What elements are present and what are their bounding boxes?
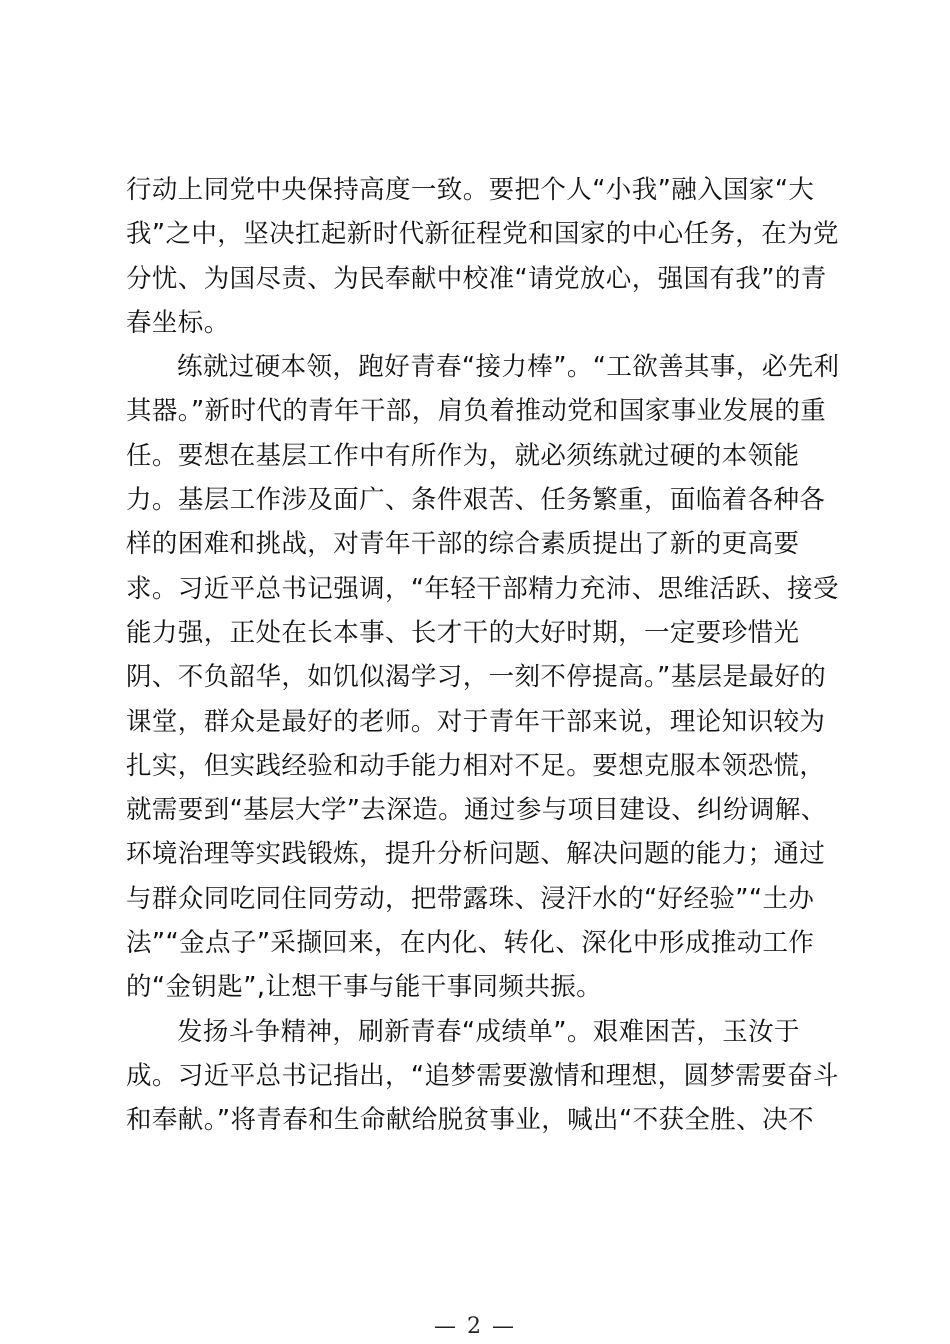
paragraph (126, 1010, 839, 1143)
text-line: 力。基层工作涉及面广、条件艰苦、任务繁重，面临着各种各 (126, 485, 826, 516)
paragraph (126, 168, 839, 345)
text-line: 就需要到“基层大学”去深造。通过参与项目建设、纠纷调解、 (126, 795, 827, 826)
text-line: 求。习近平总书记强调，“年轻干部精力充沛、思维活跃、接受 (126, 573, 839, 604)
text-line: 春坐标。 (126, 307, 230, 338)
text-line: 扎实，但实践经验和动手能力相对不足。要想克服本领恐慌， (126, 750, 826, 781)
paragraph (126, 345, 840, 1009)
text-line: 成。习近平总书记指出，“追梦需要激情和理想，圆梦需要奋斗 (126, 1060, 839, 1091)
text-line: 分忧、为国尽责、为民奉献中校准“请党放心，强国有我”的青 (126, 263, 827, 294)
text-line: 阴、不负韶华，如饥似渴学习，一刻不停提高。”基层是最好的 (126, 662, 827, 693)
text-line: 发扬斗争精神，刷新青春“成绩单”。艰难困苦，玉汝于 (177, 1016, 800, 1047)
text-line: 与群众同吃同住同劳动，把带露珠、浸汗水的“好经验”“土办 (126, 883, 815, 914)
text-line: 能力强，正处在长本事、长才干的大好时期，一定要珍惜光 (126, 617, 800, 648)
text-line: 和奉献。”将青春和生命献给脱贫事业，喊出“不获全胜、决不 (126, 1105, 814, 1136)
text-line: 练就过硬本领，跑好青春“接力棒”。“工欲善其事，必先利 (177, 352, 840, 383)
text-line: 其器。”新时代的青年干部，肩负着推动党和国家事业发展的重 (126, 396, 827, 427)
text-line: 任。要想在基层工作中有所作为，就必须练就过硬的本领能 (126, 440, 800, 471)
body-text (126, 168, 840, 1143)
text-line: 法”“金点子”采撷回来，在内化、转化、深化中形成推动工作 (126, 928, 815, 959)
text-line: 我”之中，坚决扛起新时代新征程党和国家的中心任务，在为党 (126, 219, 839, 250)
text-line: 环境治理等实践锻炼，提升分析问题、解决问题的能力；通过 (126, 839, 826, 870)
text-line: 课堂，群众是最好的老师。对于青年干部来说，理论知识较为 (126, 706, 826, 737)
page-number: — 2 — (434, 1314, 516, 1339)
text-line: 的“金钥匙”,让想干事与能干事同频共振。 (126, 972, 603, 1003)
text-line: 行动上同党中央保持高度一致。要把个人“小我”融入国家“大 (126, 175, 815, 205)
text-line: 样的困难和挑战，对青年干部的综合素质提出了新的更高要 (126, 529, 800, 560)
